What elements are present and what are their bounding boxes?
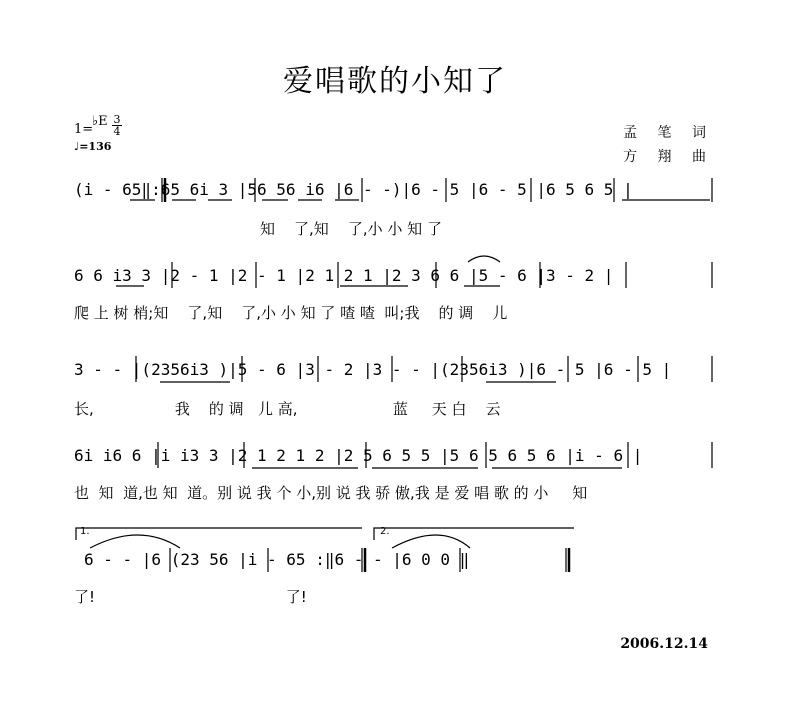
slur-row-2 bbox=[468, 256, 500, 262]
barlines-row-3 bbox=[136, 356, 712, 382]
notation-row-2: 6 6 i3 3 |2 - 1 |2 - 1 |2 1 2 1 |2 3 6 6 |5 - 6 |3 - 2 | bbox=[74, 266, 614, 285]
barlines-row-5 bbox=[170, 548, 569, 572]
key-note: E bbox=[98, 114, 108, 129]
time-top: 3 bbox=[113, 113, 121, 126]
volta-first-label: 1. bbox=[80, 526, 90, 537]
lyric-row-3: 长, 我 的 调 儿 高, 蓝 天 白 云 bbox=[74, 400, 501, 418]
notation-row-1: (i - 65‖:65 6i 3 |56 56 i6 |6 - -)|6 - 5 |6 - 5 |6 5 6 5 | bbox=[74, 180, 633, 199]
time-bottom: 4 bbox=[113, 125, 121, 138]
barlines-row-4 bbox=[158, 442, 712, 468]
tempo-value: =136 bbox=[79, 140, 112, 153]
notation-row-3: 3 - - |(2356i3 )|5 - 6 |3 - 2 |3 - - |(2356i3 )|6 - 5 |6 - 5 | bbox=[74, 360, 672, 379]
beam-lines-row-2 bbox=[116, 262, 712, 288]
lyric-row-2: 爬 上 树 梢;知 了,知 了,小 小 知 了 喳 喳 叫;我 的 调 儿 bbox=[74, 304, 508, 322]
lyricist-credit: 孟 笔 词 bbox=[623, 125, 714, 141]
quarter-note-icon: ♩ bbox=[74, 140, 80, 153]
flat-glyph: ♭ bbox=[92, 114, 99, 129]
lyric-row-5: 了! 了! bbox=[74, 588, 307, 606]
key-prefix: 1= bbox=[74, 122, 94, 137]
notation-row-5: 6 - - |6 (23 56 |i - 65 :‖6 - - |6 0 0 ‖ bbox=[84, 550, 470, 569]
volta-brackets bbox=[76, 528, 574, 548]
composer-credit: 方 翔 曲 bbox=[623, 149, 714, 165]
date-stamp: 2006.12.14 bbox=[620, 636, 708, 652]
lyric-row-1: 知 了,知 了,小 小 知 了 bbox=[74, 220, 442, 238]
lyric-row-4: 也 知 道,也 知 道。别 说 我 个 小,别 说 我 骄 傲,我 是 爱 唱 歌 的 小 知 bbox=[74, 484, 588, 502]
notation-row-4: 6i i6 6 |i i3 3 |2 1 2 1 2 |2 5 6 5 5 |5 6 5 6 5 6 |i - 6 | bbox=[74, 446, 643, 465]
volta-second-label: 2. bbox=[380, 526, 390, 537]
song-title: 爱唱歌的小知了 bbox=[283, 64, 507, 99]
barlines-row-1 bbox=[162, 178, 712, 202]
